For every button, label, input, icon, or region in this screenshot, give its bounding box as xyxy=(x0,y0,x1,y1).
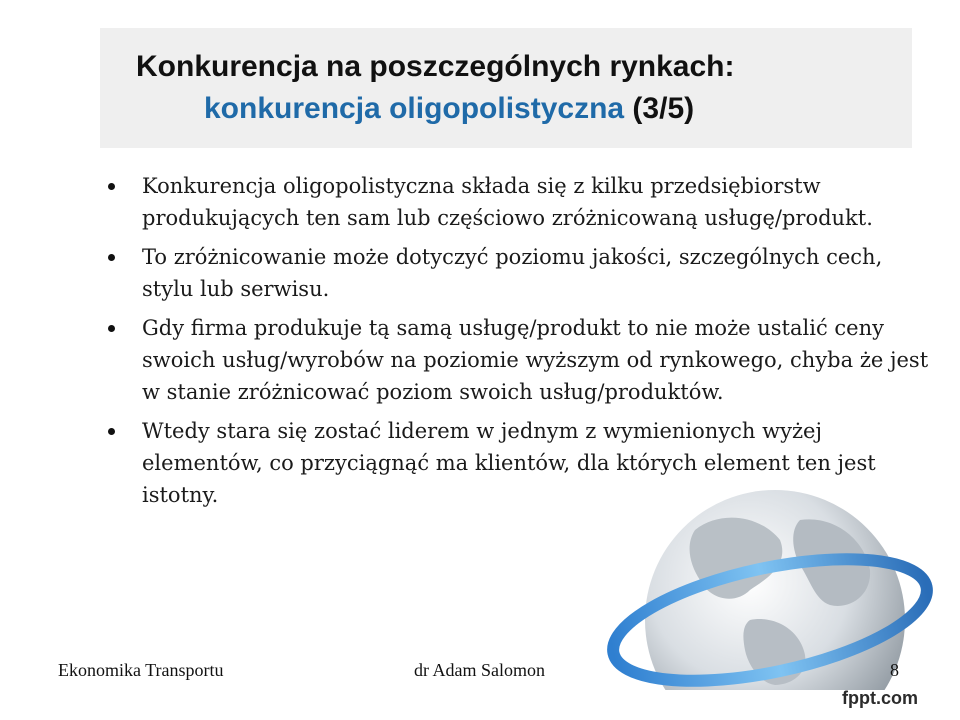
footer-course: Ekonomika Transportu xyxy=(58,660,224,680)
bullet-text: Konkurencja oligopolistyczna składa się z kilku przedsiębiorstw produkujących ten sam lub częściowo zróżnicowaną usługę/produkt. xyxy=(142,174,873,230)
bullet-text: To zróżnicowanie może dotyczyć poziomu jakości, szczególnych cech, stylu lub serwisu. xyxy=(142,245,883,301)
bullet-dot-icon xyxy=(108,325,115,332)
bullet-item xyxy=(104,241,934,305)
bullet-text: Gdy firma produkuje tą samą usługę/produkt to nie może ustalić ceny swoich usług/wyrobów na poziomie wyższym od rynkowego, chyba że jest w stanie zróżnicować poziom swoich usług/produktów. xyxy=(142,316,929,404)
page-number: 8 xyxy=(890,660,899,680)
subtitle-accent: konkurencja oligopolistyczna xyxy=(204,92,625,125)
bullet-list xyxy=(104,170,934,518)
bullet-text: Wtedy stara się zostać liderem w jednym z wymienionych wyżej elementów, co przyciągnąć ma klientów, dla których element ten jest istotny. xyxy=(142,419,876,507)
bullet-item xyxy=(104,170,934,234)
footer-author: dr Adam Salomon xyxy=(414,660,545,680)
title-box xyxy=(100,28,912,148)
slide-subtitle xyxy=(204,92,694,126)
bullet-dot-icon xyxy=(108,428,115,435)
globe-icon xyxy=(600,470,940,690)
subtitle-part-number: (3/5) xyxy=(624,92,695,125)
bullet-dot-icon xyxy=(108,254,115,261)
template-brand: fppt.com xyxy=(842,688,918,708)
bullet-dot-icon xyxy=(108,183,115,190)
slide-title: Konkurencja na poszczególnych rynkach: xyxy=(136,50,735,83)
bullet-item xyxy=(104,312,934,408)
